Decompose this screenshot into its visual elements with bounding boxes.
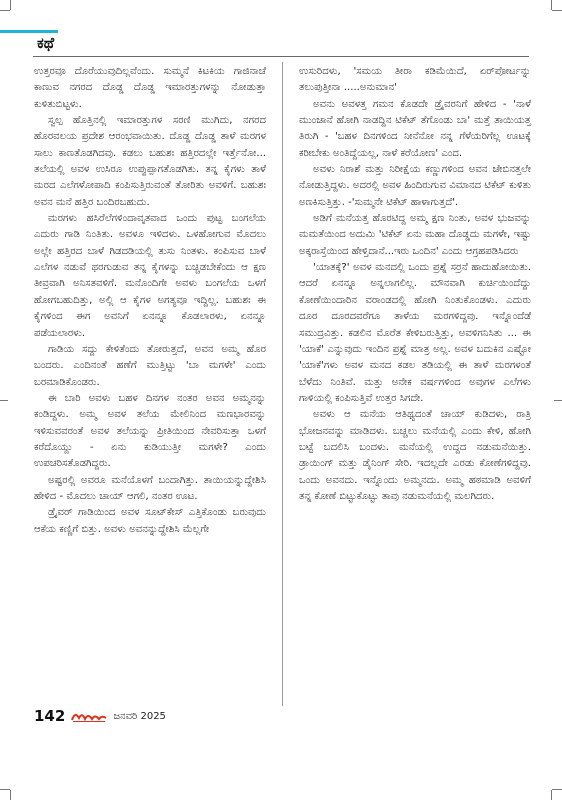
crop-mark [552,10,562,11]
header-rule [33,56,529,57]
crop-mark [0,789,10,790]
paragraph: ಅವಳು ನಿರಾಶೆ ಮತ್ತು ನಿರೀಕ್ಷೆಯ ಕಣ್ಣುಗಳಿಂದ ಅವನ ಜೇಬಿನತ್ತಲೇ ನೋಡುತ್ತಿದ್ದಳು. ಅದರಲ್ಲಿ ಅವಳ ಹಿಂದಿರುಗುವ ವಿಮಾನದ ಟಿಕೆಟ್ ಕುಳಿತು ಅಣಕಿಸುತ್ತಿತ್ತು. -'ಸುಮ್ಮನೇ ಟಿಕೆಟ್ ಹಾಳಾಗುತ್ತದೆ'. [299,164,531,208]
crop-mark [0,400,8,401]
paragraph: ಗಾಡಿಯ ಸದ್ದು ಕೇಳಿತೆಂದು ತೋರುತ್ತದೆ, ಅವನ ಅಮ್ಮ ಹೊರ ಬಂದರು. ಎಂದಿನಂತೆ ಹಣೆಗೆ ಮುತ್ತಿಟ್ಟು 'ಬಾ ಮಗಳೇ' ಎಂದು ಬರಮಾಡಿಕೊಂಡರು. [34,343,266,388]
paragraph: ಅವಳು ಆ ಮನೆಯ ಆತಿಥ್ಯದಂತೆ ಚಾಯ್ ಕುಡಿದಳು, ರಾತ್ರಿ ಭೋಜನವನ್ನು ಮಾಡಿದಳು. ಬಚ್ಚಲು ಮನೆಯಲ್ಲಿ ಎಂದು ಕೇಳಿ, ಹೋಗಿ ಬಟ್ಟೆ ಬದಲಿಸಿ ಬಂದಳು. ಮನೆಯಲ್ಲಿ ಉದ್ದದ ನಡುಮನೆಯಿತ್ತು. ಡ್ರಾಯಿಂಗ್ ಮತ್ತು ಡೈನಿಂಗ್ ಸೇರಿ. ಇದಲ್ಲದೇ ಎರಡು ಕೋಣೆಗಳಿದ್ದವು. ಒಂದು ಅವನದು. ಇನ್ನೊಂದು ಅಮ್ಮನದು. ಅಮ್ಮ ಹಠಮಾಡಿ ಅವಳಿಗೆ ತನ್ನ ಕೋಣೆ ಬಿಟ್ಟುಕೊಟ್ಟು ತಾವು ನಡುಮನೆಯಲ್ಲಿ ಮಲಗಿದರು. [299,409,531,502]
crop-mark [552,789,562,790]
page-footer [34,705,166,727]
right-column [299,64,531,505]
paragraph: 'ಯಾತಕ್ಕೆ?' ಅವಳ ಮನದಲ್ಲಿ ಒಂದು ಪ್ರಶ್ನೆ ಸರ್ರನೆ ಹಾದುಹೋಯಿತು. ಆದರೆ ಏನನ್ನೂ ಅನ್ನಲಾಗಲಿಲ್ಲ. ಮೌನವಾಗಿ ಕುರ್ಚಿಯಿಂದೆದ್ದು ಕೋಣೆಯಿಂದಾರಿನ ವರಾಂಡದಲ್ಲಿ ಹೋಗಿ ನಿಂತುಕೊಂಡಳು. ಎದುರು ದೂರ ದೂರದವರೆಗೂ ತಾಳೆಯ ಮರಗಳಿದ್ದವು. ಇನ್ನೊಂದೆಡೆ ಸಮುದ್ರವಿತ್ತು. ಕಡಲಿನ ಮೊರೆತ ಕೇಳಿಬರುತ್ತಿತ್ತು, ಅವಳಿಗನಿಸಿತು ... ಈ 'ಯಾಕೆ' ಎನ್ನುವುದು ಇಂದಿನ ಪ್ರಶ್ನೆ ಮಾತ್ರ ಅಲ್ಲ. ಅವಳ ಬದುಕಿನ ಎಷ್ಟೋ 'ಯಾಕೆ'ಗಳು ಅವಳ ಮನದ ಕಡಲ ತಡಿಯಲ್ಲಿ ಈ ತಾಳೆ ಮರಗಳಂತೆ ಬೆಳೆದು ನಿಂತಿವೆ. ಮತ್ತು ಅನೇಕ ವರ್ಷಗಳಿಂದ ಅವುಗಳ ಎಲೆಗಳು ಗಾಳಿಯಲ್ಲಿ ಕಂಪಿಸುತ್ತಿವೆ ಉತ್ತರ ಸಿಗದೇ. [299,262,531,404]
issue-date: ಜನವರಿ 2025 [113,710,166,722]
paragraph: ಉತ್ತರವೂ ದೊರೆಯುವುದಿಲ್ಲವೆಂದು. ಸುಮ್ಮನೆ ಕಿಟಕಿಯ ಗಾಜಿನಾಚೆ ಕಾಣುವ ನಗರದ ದೊಡ್ಡ ದೊಡ್ಡ ಇಮಾರತ್ತುಗಳನ್ನು ನೋಡುತ್ತಾ ಕುಳಿತುಬಿಟ್ಟಳು. [34,66,266,110]
crop-mark [0,10,10,11]
paragraph: ಅಡಿಗೆ ಮನೆಯತ್ತ ಹೊರಟಿದ್ದ ಅಮ್ಮ ಕ್ಷಣ ನಿಂತು, ಅವಳ ಭುಜವನ್ನು ಮಮತೆಯಿಂದ ಅದುಮಿ 'ಟಿಕೆಟ್ ಏನು ಮಹಾ ದೊಡ್ಡದು ಮಗಳೇ, ಇಷ್ಟು ಅಕ್ಕರಾಸ್ತೆಯಿಂದ ಹೇಳ್ತಿದಾನೆ...ಇರು ಒಂದಿನ' ಎಂದು ಆಗ್ರಹಪಡಿಸಿದರು [299,213,531,257]
paragraph: ಮರಗಳು ಹಸಿರೆಲೆಗಳಿಂದಾವೃತವಾದ ಒಂದು ಪುಟ್ಟ ಬಂಗಲೆಯ ಎದುರು ಗಾಡಿ ನಿಂತಿತು. ಅವಳೂ ಇಳಿದಳು. ಒಳಹೋಗುವ ಮೊದಲು ಅಲ್ಲೇ ಹತ್ತಿರದ ಬಾಳೆ ಗಿಡದಡಿಯಲ್ಲಿ ತುಸು ನಿಂತಳು. ಕಂಪಿಸುವ ಬಾಳೆ ಎಲೆಗಳ ನಡುವೆ ಥರಗುಡುವ ತನ್ನ ಕೈಗಳನ್ನು ಬಚ್ಚಿಡಬೇಕೆಂದು ಆ ಕ್ಷಣ ತೀವ್ರವಾಗಿ ಅನಿಸತವಳಿಗೆ. ಮನೊಂದಿಗೇ ಅವಳು ಬಂಗಲೆಯ ಒಳಗೆ ಹೋಗಬಹುದಿತ್ತು, ಅಲ್ಲಿ ಆ ಕೈಗಳ ಅಗತ್ಯವೂ ಇದ್ದಿಲ್ಲ. ಬಹುಶಃ ಈ ಕೈಗಳಿಂದ ಈಗ ಅವನಿಗೆ ಏನನ್ನೂ ಕೊಡಲಾರಳು, ಏನನ್ನೂ ಪಡೆಯಲಾರಳು. [34,213,266,339]
column-divider [282,62,283,706]
paragraph: ಸ್ವಲ್ಪ ಹೊತ್ತಿನಲ್ಲಿ ಇಮಾರತ್ತುಗಳ ಸರಣಿ ಮುಗಿದು, ನಗರದ ಹೊರವಲಯ ಪ್ರದೇಶ ಆರಂಭವಾಯಿತು. ದೊಡ್ಡ ದೊಡ್ಡ ತಾಳೆ ಮರಗಳ ಸಾಲು ಕಾಣತೊಡಗಿದವು. ಕಡಲು ಬಹುಶಃ ಹತ್ತಿರದಲ್ಲೇ ಇರ್ತ್ತೆನೋ... ತಲೆಯಲ್ಲಿ ಅವಳ ಉಸಿರೂ ಉಪ್ಪುಪ್ಪಾಗತೊಡಗಿತು. ತನ್ನ ಕೈಗಳು ತಾಳೆ ಮರದ ಎಲೆಗಳೋಪಾದಿ ಕಂಪಿಸುತ್ತಿರುವಂತೆ ತೋರಿತು ಅವಳಿಗೆ. ಬಹುಶಃ ಅವನ ಮನೆ ಹತ್ತಿರ ಬಂದಿರಬಹುದು. [34,115,266,208]
crop-mark [551,0,552,10]
magazine-logo-icon [71,709,107,723]
crop-mark [554,400,562,401]
paragraph: ಈ ಬಾರಿ ಅವಳು ಬಹಳ ದಿನಗಳ ನಂತರ ಅವನ ಅಮ್ಮನನ್ನು ಕಂಡಿದ್ದಳು. ಅಮ್ಮ ಅವಳ ತಲೆಯ ಮೇಲಿನಿಂದ ಮಣಭಾರವನ್ನು ಇಳಿಸುವವರಂತೆ ಅವಳ ತಲೆಯನ್ನು ಪ್ರೀತಿಯಿಂದ ನೇವರಿಸುತ್ತಾ ಒಳಗೆ ಕರೆದೊಯ್ದು - ಏನು ಕುಡಿಯುತ್ತೀ ಮಗಳೇ? ಎಂದು ಉಪಚರಿಸತೊಡಗಿದ್ದರು. [34,392,266,470]
page-number: 142 [34,707,66,725]
paragraph: ಉಸುರಿದಳು, 'ಸಮಯ ತೀರಾ ಕಡಿಮೆಯಿದೆ, ಏರ್‌ಪೋರ್ಟನ್ನು ತಲುಪುತ್ತೀನಾ .....ಅನುಮಾನ' [299,66,531,94]
section-title: ಕಥೆ [37,34,55,52]
crop-mark [10,0,11,10]
paragraph: ಅಷ್ಟರಲ್ಲಿ ಅವರೂ ಮನೆಯೊಳಗೆ ಬಂದಾಗಿತ್ತು. ತಾಯಿಯನ್ನುದ್ದೇಶಿಸಿ ಹೇಳಿದ - ಮೊದಲು ಚಾಯ್ ಆಗಲಿ, ನಂತರ ಊಟ. [34,474,266,502]
section-accent-bar [0,30,58,33]
paragraph: ಡ್ರೈವರ್ ಗಾಡಿಯಿಂದ ಅವಳ ಸೂಟ್‌ಕೇಸ್ ಎತ್ತಿಕೊಂಡು ಬರುವುದು ಆಕೆಯ ಕಣ್ಣಿಗೆ ಬಿತ್ತು. ಅವಳು ಅವನನ್ನುದ್ದೇಶಿಸಿ ಮೆಲ್ಲಗೇ [34,507,266,535]
paragraph: ಅವನು ಅವಳತ್ತ ಗಮನ ಕೊಡದೇ ಡ್ರೈವರನಿಗೆ ಹೇಳಿದ - 'ನಾಳೆ ಮುಂಜಾನೆ ಹೋಗಿ ನಾಡದ್ದಿನ ಟಿಕೆಟ್ ತೆಗೊಂಡು ಬಾ' ಮತ್ತೆ ತಾಯಿಯತ್ತ ತಿರುಗಿ - 'ಬಹಳ ದಿನಗಳಿಂದ ನೀನೆನೋ ನನ್ನ ಗೆಳೆಯರಿಗೆಲ್ಲ ಊಟಕ್ಕೆ ಕರೀಬೇಕು ಅಂತಿದ್ದೆಯಲ್ಲ, ನಾಳೆ ಕರೆಯೋಣ' ಎಂದ. [299,98,531,159]
crop-mark [551,790,552,800]
crop-mark [10,790,11,800]
left-column [34,64,266,538]
